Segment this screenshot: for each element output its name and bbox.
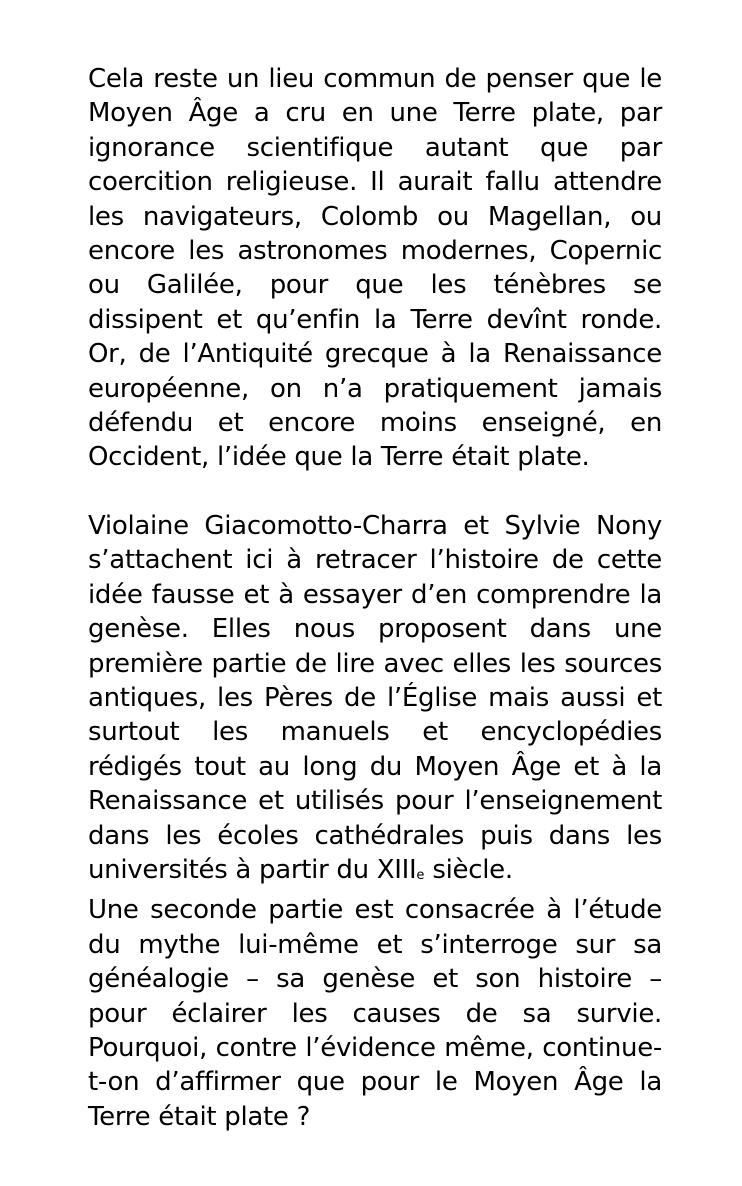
paragraph-authors xyxy=(88,509,662,893)
paragraph-intro: Cela reste un lieu commun de penser que le Moyen Âge a cru en une Terre plate, par ignorance scientifique autant que par coercition religieuse. Il aurait fallu attendre les navigateurs, Colomb ou Magellan, ou encore les astronomes modernes, Copernic ou Galilée, pour que les ténèbres se dissipent et qu’enfin la Terre devînt ronde. Or, de l’Antiquité grecque à la Renaissance européenne, on n’a pratiquement jamais défendu et encore moins enseigné, en Occident, l’idée que la Terre était plate. xyxy=(88,64,662,473)
book-blurb xyxy=(88,62,662,1134)
century-superscript: e xyxy=(416,867,425,883)
paragraph-authors-tail: siècle. xyxy=(424,854,513,885)
paragraph-authors-text: Violaine Giacomotto-Charra et Sylvie Nony s’attachent ici à retracer l’histoire de cette idée fausse et à essayer d’en comprendre la genèse. Elles nous proposent dans une première partie de lire avec elles les sources antiques, les Pères de l’Église mais aussi et surtout les manuels et encyclopédies rédigés tout au long du Moyen Âge et à la Renaissance et utilisés pour l’enseignement dans les écoles cathédrales puis dans les universités à partir du XIII xyxy=(88,510,662,885)
paragraph-second-part: Une seconde partie est consacrée à l’étude du mythe lui-même et s’interroge sur sa généalogie – sa genèse et son histoire – pour éclairer les causes de sa survie. Pourquoi, contre l’évidence même, continue-t-on d’affirmer que pour le Moyen Âge la Terre était plate ? xyxy=(88,895,662,1132)
